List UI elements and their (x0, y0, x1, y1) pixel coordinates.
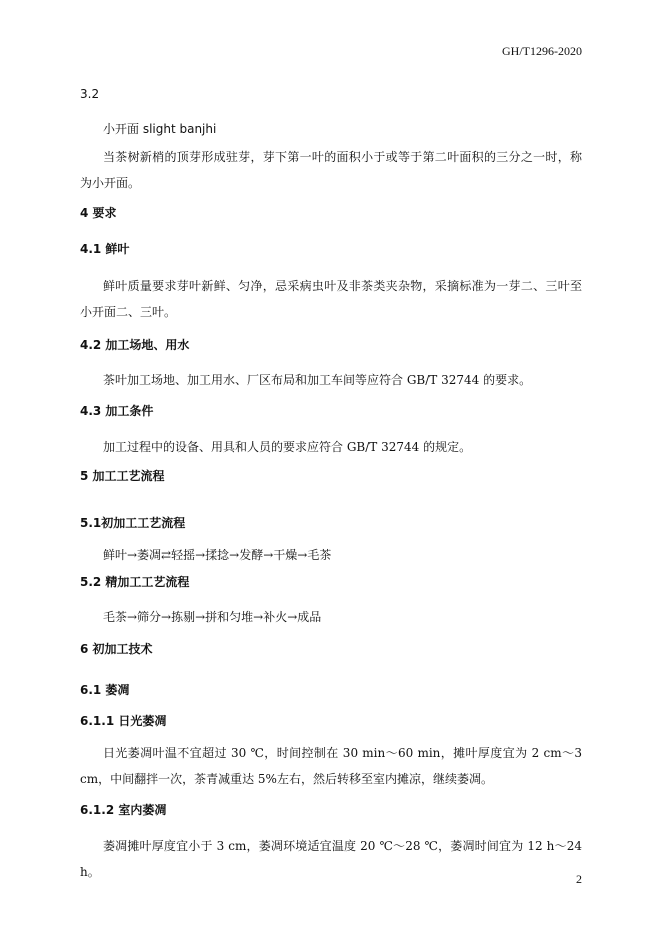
section-5-1-title: 5.1初加工工艺流程 (80, 516, 186, 530)
section-6-1-2-heading (80, 801, 166, 818)
section-4-3-heading (80, 402, 153, 419)
section-6-title: 6 初加工技术 (80, 642, 153, 656)
term-definition: 当茶树新梢的顶芽形成驻芽，芽下第一叶的面积小于或等于第二叶面积的三分之一时，称为小开面。 (80, 150, 582, 190)
section-6-1-2-paragraph: 萎凋摊叶厚度宜小于 3 cm，萎凋环境适宜温度 20 ℃～28 ℃，萎凋时间宜为 12 h～24 h。 (80, 839, 582, 879)
section-4-2-heading (80, 336, 189, 353)
section-4-1-heading (80, 240, 129, 257)
section-3-2-number: 3.2 (80, 87, 100, 101)
section-4-2-paragraph: 茶叶加工场地、加工用水、厂区布局和加工车间等应符合 GB/T 32744 的要求。 (103, 373, 532, 387)
section-4-1-paragraph: 鲜叶质量要求芽叶新鲜、匀净，忌采病虫叶及非茶类夹杂物，采摘标准为一芽二、三叶至小开面二、三叶。 (80, 279, 582, 319)
section-4-title: 4 要求 (80, 206, 117, 220)
section-4-3-paragraph: 加工过程中的设备、用具和人员的要求应符合 GB/T 32744 的规定。 (103, 440, 472, 454)
section-5-1-heading (80, 514, 185, 531)
section-4-1-title: 4.1 鲜叶 (80, 242, 130, 256)
page-number: 2 (576, 872, 582, 886)
section-5-1-flow: 鲜叶→萎凋⇄轻摇→揉捻→发酵→干燥→毛茶 (103, 548, 332, 562)
section-6-1-1-title: 6.1.1 日光萎凋 (80, 714, 167, 728)
section-4-heading (80, 204, 117, 221)
document-code: GH/T1296-2020 (502, 44, 582, 58)
section-6-1-1-paragraph: 日光萎凋叶温不宜超过 30 ℃，时间控制在 30 min～60 min，摊叶厚度宜为 2 cm～3 cm，中间翻拌一次，茶青减重达 5%左右，然后转移至室内摊凉，继续萎凋。 (80, 746, 582, 786)
section-6-1-2-title: 6.1.2 室内萎凋 (80, 803, 167, 817)
section-5-heading (80, 467, 165, 484)
section-4-3-title: 4.3 加工条件 (80, 404, 154, 418)
section-5-2-heading (80, 573, 189, 590)
section-6-1-title: 6.1 萎凋 (80, 683, 130, 697)
section-6-1-heading (80, 681, 129, 698)
section-6-1-1-heading (80, 712, 166, 729)
section-4-2-title: 4.2 加工场地、用水 (80, 338, 190, 352)
section-5-2-title: 5.2 精加工工艺流程 (80, 575, 190, 589)
term-heading: 小开面 slight banjhi (103, 122, 217, 136)
section-6-heading (80, 640, 153, 657)
section-5-title: 5 加工工艺流程 (80, 469, 165, 483)
section-5-2-flow: 毛茶→筛分→拣剔→拼和匀堆→补火→成品 (103, 610, 322, 624)
